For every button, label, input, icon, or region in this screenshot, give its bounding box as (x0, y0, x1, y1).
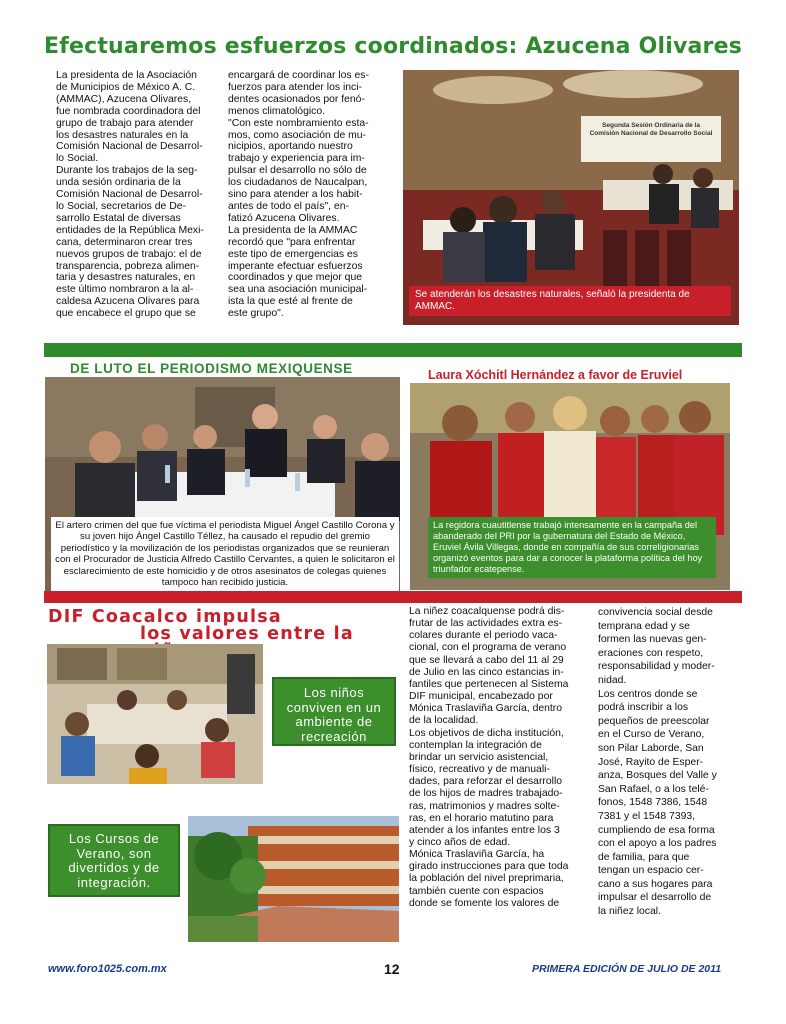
text-line: los ciudadanos de Naucalpan, (228, 177, 368, 189)
banner-line-2: Comisión Nacional de Desarrollo Social (589, 130, 713, 137)
meeting-photo (403, 70, 739, 325)
text-line: contemplan la integración de (409, 739, 542, 751)
text-line: pulsar el desarrollo no sólo de (228, 165, 367, 177)
text-line: Los objetivos de dicha institución, (409, 727, 564, 739)
text-line: ras, matrimonios y madres solte- (409, 800, 560, 812)
section-divider-red (44, 591, 742, 603)
text-line: cumpliendo de esa forma (598, 824, 715, 836)
text-line: que se llevará a cabo del 11 al 29 (409, 654, 564, 666)
text-line: este último nombraron a la al- (56, 284, 194, 296)
text-line: La presidenta de la AMMAC (228, 224, 358, 236)
press-meeting-caption: El artero crimen del que fue víctima el periodista Miguel Ángel Castillo Corona y su joven hijo Ángel Castillo Téllez, ha causado el repudio del gremio periodístico y la movilización de los periodistas organizados que se reunieran con el Procurador de Justicia Alfredo Castillo Cervantes, a quien le solicitaron el esclarecimiento de este homicidio y de otros asesinatos de colegas quienes tampoco han recibido justicia. (51, 517, 399, 591)
article1-column-1 (56, 70, 224, 320)
text-line: girado instrucciones para que toda (409, 861, 569, 873)
text-line: nicipios, aportando nuestro (228, 141, 353, 153)
text-line: con el apoyo a los padres (598, 838, 717, 850)
text-line: cana, determinaron crear tres (56, 236, 193, 248)
laura-photo-caption: La regidora cuautitlense trabajó intensamente en la campaña del abanderado del PRI por la gubernatura del Estado de México, Eruviel Ávila Villegas, donde en compañía de sus correligionarias organizó eventos para dar a conocer la plataforma política del hoy triunfador ecatepense. (428, 517, 716, 578)
text-line: fuerzos para atender los inci- (228, 81, 362, 93)
text-line: y cinco años de edad. (409, 836, 511, 848)
text-line: ista la que esté al frente de (228, 296, 353, 308)
text-line: la población del nivel preprimaria, (409, 873, 564, 885)
text-line: de familia, para que (598, 851, 690, 863)
text-line: transparencia, pobreza alimen- (56, 260, 200, 272)
text-line: San Rafael, o a los telé- (598, 783, 709, 795)
text-line: taria y desastres naturales, en (56, 272, 196, 284)
text-line: Los centros donde se (598, 688, 698, 700)
page-number: 12 (384, 961, 400, 977)
text-line: donde se fomente los valores de (409, 897, 560, 909)
text-line: colares durante el periodo vaca- (409, 630, 558, 642)
text-line: este grupo". (228, 308, 284, 320)
luto-title: DE LUTO EL PERIODISMO MEXIQUENSE (70, 361, 353, 376)
text-line: este tipo de emergencias es (228, 248, 358, 260)
text-line: La presidenta de la Asociación (56, 70, 197, 81)
text-line: dades, para reforzar el desarrollo (409, 776, 563, 788)
meeting-photo-caption: Se atenderán los desastres naturales, señaló la presidenta de AMMAC. (409, 286, 731, 316)
text-line: nidad. (598, 674, 627, 686)
text-line: que encabece el grupo que se (56, 308, 196, 320)
footer-edition: PRIMERA EDICIÓN DE JULIO DE 2011 (532, 963, 722, 975)
text-line: DIF municipal, encabezado por (409, 691, 553, 703)
text-line: fatizó Azucena Olivares. (228, 212, 340, 224)
page-title: Efectuaremos esfuerzos coordinados: Azucena Olivares (43, 34, 743, 59)
text-line: de los hijos de madres trabajado- (409, 788, 563, 800)
text-line: unda sesión ordinaria de la (56, 177, 181, 189)
text-line: formen las nuevas gen- (598, 634, 707, 646)
text-line: ras, en el horario matutino para (409, 812, 554, 824)
text-line: son Pilar Laborde, San (598, 742, 704, 754)
text-line: trabajo y experiencia para im- (228, 153, 365, 165)
text-line: nuevos grupos de trabajo: el de (56, 248, 202, 260)
children-library-photo (47, 644, 263, 784)
text-line: de Julio en las cinco estancias in- (409, 666, 564, 678)
text-line: responsabilidad y moder- (598, 661, 715, 673)
text-line: mos, como asociación de mu- (228, 129, 367, 141)
text-line: fonos, 1548 7386, 1548 (598, 797, 708, 809)
text-line: fue nombrada coordinadora del (56, 105, 201, 117)
banner-line-1: Segunda Sesión Ordinaria de la (602, 122, 700, 129)
text-line: anza, Bosques del Valle y (598, 770, 717, 782)
text-line: La niñez coacalquense podrá dis- (409, 606, 565, 617)
text-line: podrá inscribir a los (598, 702, 689, 714)
text-line: 7381 y el 1548 7393, (598, 810, 696, 822)
text-line: "Con este nombramiento esta- (228, 117, 369, 129)
text-line: temprana edad y se (598, 620, 690, 632)
text-line: José, Rayito de Esper- (598, 756, 704, 768)
text-line: recordó que "para enfrentar (228, 236, 356, 248)
press-meeting-photo (45, 377, 400, 592)
text-line: Mónica Traslaviña García, dentro (409, 703, 563, 715)
text-line: convivencia social desde (598, 607, 713, 618)
text-line: físico, recreativo y de manuali- (409, 764, 550, 776)
dif-title-line-2: los valores entre la (140, 624, 354, 644)
text-line: Durante los trabajos de la seg- (56, 165, 198, 177)
text-line: entidades de la República Mexi- (56, 224, 204, 236)
laura-group-photo (410, 383, 730, 590)
text-line: brindar un servicio asistencial, (409, 751, 549, 763)
dif-title-line-1: DIF Coacalco impulsa (48, 607, 282, 627)
text-line: Comisión Nacional de Desarrol- (56, 141, 203, 153)
text-line: menos climatológico. (228, 105, 326, 117)
laura-title: Laura Xóchitl Hernández a favor de Eruviel (428, 368, 683, 382)
text-line: de la localidad. (409, 715, 479, 727)
text-line: fantiles que pertenecen al Sistema (409, 678, 569, 690)
text-line: imperante efectuar esfuerzos (228, 260, 363, 272)
text-line: sarrollo Estatal de diversas (56, 212, 181, 224)
text-line: grupo de trabajo para atender (56, 117, 194, 129)
dif-caption-box-2: Los Cursos de Verano, son divertidos y de integración. (48, 824, 180, 897)
text-line: eraciones con respeto, (598, 647, 704, 659)
text-line: atender a los infantes entre los 3 (409, 824, 560, 836)
text-line: impulsar el desarrollo de (598, 892, 712, 904)
text-line: dentes ocasionados por fenó- (228, 93, 365, 105)
text-line: lo Social, secretarios de De- (56, 200, 186, 212)
text-line: de Municipios de México A. C. (56, 81, 196, 93)
dif-column-2 (598, 606, 744, 919)
text-line: sea una asociación municipal- (228, 284, 368, 296)
text-line: (AMMAC), Azucena Olivares, (56, 93, 192, 105)
text-line: en el Curso de Verano, (598, 729, 705, 741)
text-line: pequeños de preescolar (598, 715, 710, 727)
text-line: frutar de las actividades extra es- (409, 618, 563, 630)
text-line: coordinados y que mejor que (228, 272, 363, 284)
text-line: los desastres naturales en la (56, 129, 189, 141)
text-line: sino para atender a los habit- (228, 189, 363, 201)
school-courtyard-photo (188, 816, 399, 942)
text-line: antes de todo el país", en- (228, 200, 349, 212)
section-divider-green (44, 343, 742, 357)
text-line: encargará de coordinar los es- (228, 70, 369, 81)
text-line: la niñez local. (598, 906, 661, 918)
text-line: lo Social. (56, 153, 99, 165)
text-line: también cuente con espacios (409, 885, 544, 897)
footer-url[interactable]: www.foro1025.com.mx (48, 963, 167, 975)
text-line: caldesa Azucena Olivares para (56, 296, 200, 308)
text-line: tengan un espacio cer- (598, 865, 704, 877)
dif-column-1 (409, 606, 595, 910)
article1-column-2 (228, 70, 396, 320)
text-line: cional, con el programa de verano (409, 642, 567, 654)
text-line: cano a sus hogares para (598, 878, 713, 890)
text-line: Mónica Traslaviña García, ha (409, 849, 545, 861)
dif-caption-box-1: Los niños conviven en un ambiente de recreación (272, 677, 396, 746)
text-line: Comisión Nacional de Desarrol- (56, 189, 203, 201)
